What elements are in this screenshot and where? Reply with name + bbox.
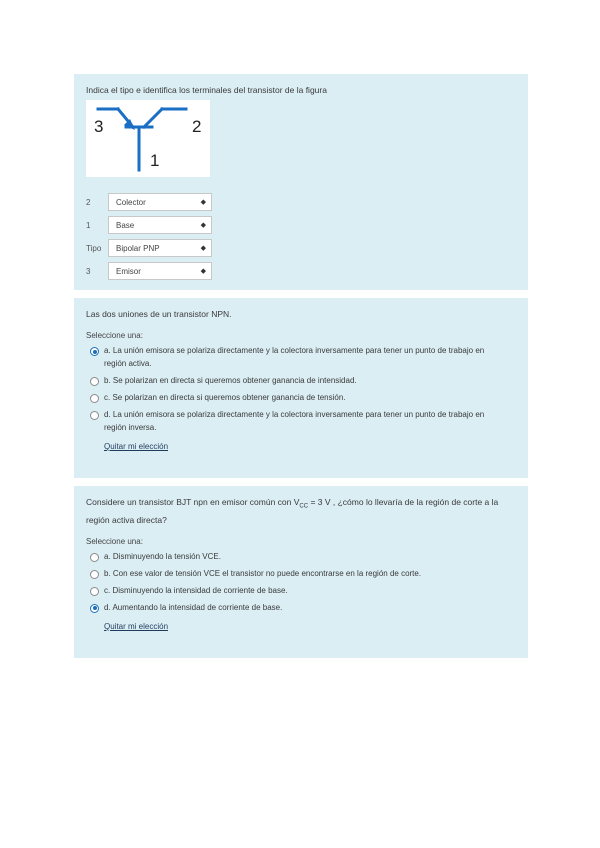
- radio-icon[interactable]: [90, 553, 99, 562]
- question-card-2: [74, 298, 528, 478]
- select-value: Base: [116, 220, 135, 230]
- option-text: a. La unión emisora se polariza directamente y la colectora inversamente para tener un punto de trabajo en región activa.: [104, 346, 485, 368]
- radio-icon[interactable]: [90, 604, 99, 613]
- option-text: c. Se polarizan en directa si queremos obtener ganancia de tensión.: [104, 393, 346, 402]
- option-text: c. Disminuyendo la intensidad de corriente de base.: [104, 585, 288, 595]
- answer-option-a[interactable]: [86, 344, 516, 370]
- match-select[interactable]: [108, 216, 212, 234]
- question-text: Las dos uniones de un transistor NPN.: [86, 309, 232, 319]
- option-text: d. La unión emisora se polariza directamente y la colectora inversamente para tener un punto de trabajo en región inversa.: [104, 410, 485, 432]
- radio-icon[interactable]: [90, 587, 99, 596]
- question-card-1: [74, 74, 528, 290]
- question-text: [86, 496, 516, 527]
- question-text-end: = 3 V , ¿cómo lo llevaría de la región de corte a la región activa directa?: [86, 497, 499, 525]
- radio-icon[interactable]: [90, 411, 99, 420]
- match-label: 2: [86, 197, 91, 207]
- updown-arrow-icon: ◆: [200, 268, 206, 275]
- select-value: Colector: [116, 197, 146, 207]
- match-row: [86, 261, 212, 281]
- transistor-figure: [86, 100, 210, 177]
- terminal-label-1: 1: [150, 151, 160, 170]
- select-prompt: Seleccione una:: [86, 536, 143, 546]
- clear-choice-link[interactable]: Quitar mi elección: [104, 621, 169, 631]
- answer-option-c[interactable]: [86, 391, 516, 404]
- answer-option-b[interactable]: [86, 374, 516, 387]
- option-text: b. Se polarizan en directa si queremos obtener ganancia de intensidad.: [104, 376, 357, 385]
- answer-option-c[interactable]: [86, 584, 516, 597]
- match-row: [86, 238, 212, 258]
- option-text: b. Con ese valor de tensión VCE el transistor no puede encontrarse en la región de corte.: [104, 568, 422, 578]
- option-text: a. Disminuyendo la tensión VCE.: [104, 551, 221, 561]
- question-text: Indica el tipo e identifica los terminales del transistor de la figura: [86, 85, 327, 95]
- match-row: [86, 192, 212, 212]
- question-card-3: [74, 486, 528, 658]
- updown-arrow-icon: ◆: [200, 222, 206, 229]
- updown-arrow-icon: ◆: [200, 245, 206, 252]
- match-row: [86, 215, 212, 235]
- updown-arrow-icon: ◆: [200, 199, 206, 206]
- match-select[interactable]: [108, 239, 212, 257]
- option-text: d. Aumentando la intensidad de corriente de base.: [104, 602, 283, 612]
- match-label: Tipo: [86, 243, 102, 253]
- select-value: Bipolar PNP: [116, 243, 160, 253]
- radio-icon[interactable]: [90, 377, 99, 386]
- question-text-start: Considere un transistor BJT npn en emisor común con V: [86, 497, 300, 507]
- terminal-label-2: 2: [192, 117, 202, 136]
- radio-icon[interactable]: [90, 570, 99, 579]
- answer-option-a[interactable]: [86, 550, 516, 563]
- match-label: 1: [86, 220, 91, 230]
- radio-icon[interactable]: [90, 394, 99, 403]
- clear-choice-link[interactable]: Quitar mi elección: [104, 442, 169, 451]
- answer-option-d[interactable]: [86, 408, 516, 434]
- radio-icon[interactable]: [90, 347, 99, 356]
- question-text-subscript: CC: [299, 503, 309, 510]
- answer-option-d[interactable]: [86, 601, 516, 614]
- select-value: Emisor: [116, 266, 141, 276]
- match-select[interactable]: [108, 193, 212, 211]
- match-select[interactable]: [108, 262, 212, 280]
- match-label: 3: [86, 266, 91, 276]
- select-prompt: Seleccione una:: [86, 331, 143, 340]
- terminal-label-3: 3: [94, 117, 104, 136]
- answer-option-b[interactable]: [86, 567, 516, 580]
